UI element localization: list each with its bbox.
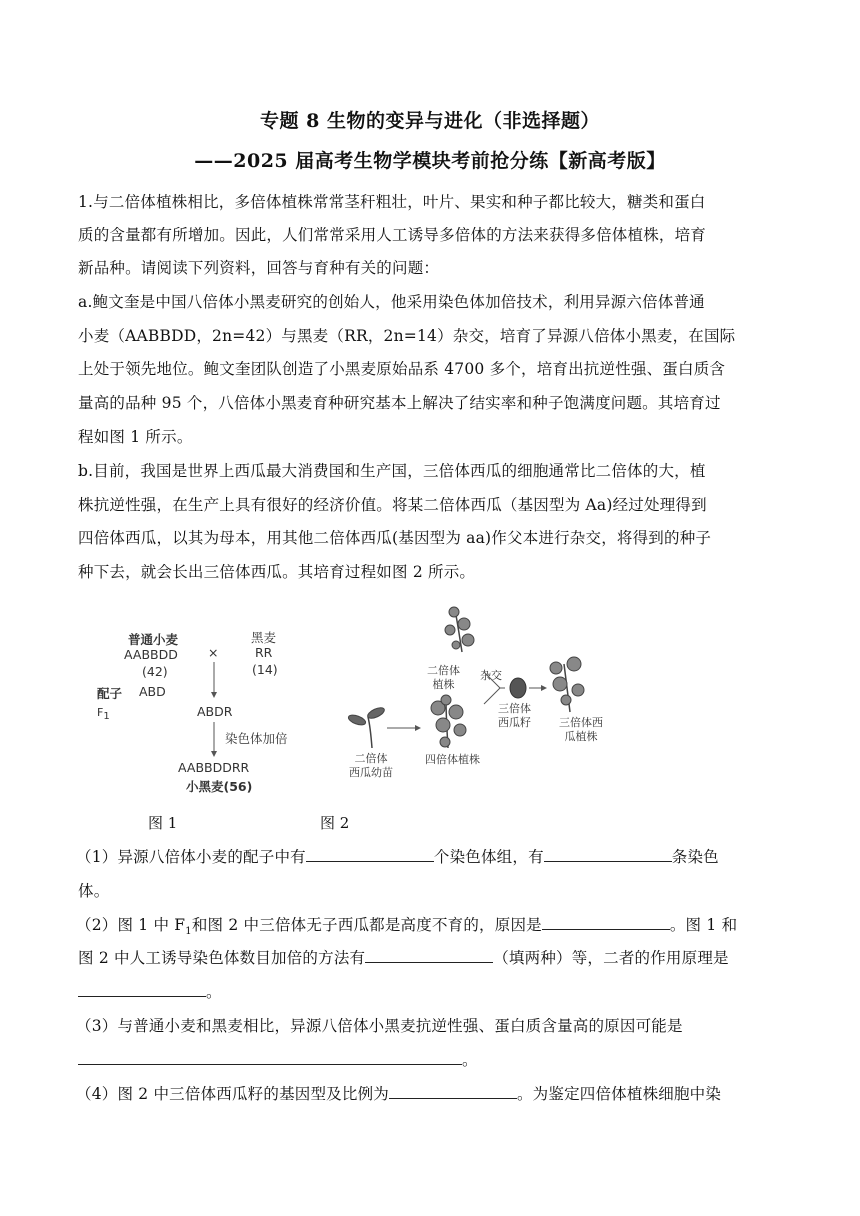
- result-genome: AABBDDRR: [178, 760, 250, 775]
- answer-blank-2b[interactable]: [365, 948, 493, 963]
- page-subtitle: ——2025 届高考生物学模块考前抢分练【新高考版】: [194, 150, 666, 172]
- material-b-line-4: 种下去，就会长出三倍体西瓜。其培育过程如图 2 所示。: [78, 563, 476, 581]
- answer-blank-1a[interactable]: [306, 847, 434, 862]
- answer-blank-4[interactable]: [389, 1084, 517, 1099]
- intro-line-3: 新品种。请阅读下列资料，回答与育种有关的问题：: [78, 259, 440, 277]
- diploid-plant-icon: [445, 607, 474, 652]
- page-title: 专题 8 生物的变异与进化（非选择题）: [260, 110, 600, 132]
- answer-blank-3[interactable]: [78, 1050, 462, 1065]
- rye-genome: RR: [255, 645, 273, 660]
- triploid-plant-label: 三倍体西 瓜植株: [559, 716, 603, 743]
- tetraploid-plant-icon: [431, 695, 466, 748]
- question-2-line-3: 。: [78, 980, 222, 1002]
- material-a-line-5: 程如图 1 所示。: [78, 428, 193, 446]
- seedling-icon: [347, 706, 386, 748]
- question-1: （1）异源八倍体小麦的配子中有 个染色体组，有 条染色: [76, 848, 719, 866]
- seed-icon: [510, 678, 526, 698]
- material-b-line-3: 四倍体西瓜，以其为母本，用其他二倍体西瓜(基因型为 aa)作父本进行杂交，将得到的种子: [78, 529, 712, 547]
- question-3-line-2: 。: [78, 1048, 478, 1070]
- material-a-line-3: 上处于领先地位。鲍文奎团队创造了小黑麦原始品系 4700 多个，培育出抗逆性强、蛋白质含: [78, 360, 726, 378]
- f1-label: F1: [97, 706, 110, 723]
- doubling-label: 染色体加倍: [225, 731, 288, 746]
- triploid-seed-label: 三倍体 西瓜籽: [498, 702, 531, 729]
- answer-blank-1b[interactable]: [544, 847, 672, 862]
- material-a-line-1: a.鲍文奎是中国八倍体小黑麦研究的创始人，他采用染色体加倍技术，利用异源六倍体普通: [78, 293, 705, 311]
- wheat-name: 普通小麦: [128, 632, 179, 647]
- intro-line-2: 质的含量都有所增加。因此，人们常常采用人工诱导多倍体的方法来获得多倍体植株，培育: [78, 226, 707, 244]
- rye-chromosome-count: (14): [252, 662, 278, 677]
- cross-label: 杂交: [480, 669, 502, 682]
- rye-name: 黑麦: [251, 630, 277, 645]
- result-name: 小黑麦(56): [186, 779, 253, 794]
- tetraploid-label: 四倍体植株: [425, 753, 480, 766]
- triploid-plant-icon: [550, 657, 584, 712]
- intro-line-1: 1.与二倍体植株相比，多倍体植株常常茎秆粗壮，叶片、果实和种子都比较大，糖类和蛋白: [78, 193, 706, 211]
- gamete-value: ABD: [139, 684, 166, 699]
- question-4: （4）图 2 中三倍体西瓜籽的基因型及比例为 。为鉴定四倍体植株细胞中染: [76, 1085, 722, 1103]
- question-2: （2）图 1 中 $F_1$和图 2 中三倍体无子西瓜都是高度不育的，原因是 。图 1 和: [76, 916, 738, 938]
- f1-value: ABDR: [197, 704, 233, 719]
- diploid-plant-label: 二倍体 植株: [427, 664, 460, 691]
- wheat-genome: AABBDD: [124, 647, 178, 662]
- material-b-line-2: 株抗逆性强，在生产上具有很好的经济价值。将某二倍体西瓜（基因型为 Aa)经过处理得到: [78, 496, 707, 514]
- material-b-line-1: b.目前，我国是世界上西瓜最大消费国和生产国，三倍体西瓜的细胞通常比二倍体的大，植: [78, 462, 706, 480]
- material-a-line-4: 量高的品种 95 个，八倍体小黑麦育种研究基本上解决了结实率和种子饱满度问题。其培育过: [78, 394, 721, 412]
- material-a-line-2: 小麦（AABBDD，2n=42）与黑麦（RR，2n=14）杂交，培育了异源八倍体小黑麦，在国际: [78, 327, 736, 345]
- cross-symbol: ×: [208, 645, 219, 660]
- answer-blank-2a[interactable]: [542, 915, 670, 930]
- seedling-label: 二倍体 西瓜幼苗: [349, 752, 393, 779]
- question-3: （3）与普通小麦和黑麦相比，异源八倍体小黑麦抗逆性强、蛋白质含量高的原因可能是: [76, 1017, 683, 1035]
- gamete-label: 配子: [97, 686, 123, 701]
- figure-2-caption: 图 2: [320, 814, 350, 832]
- question-1-cont: 体。: [78, 882, 110, 900]
- wheat-chromosome-count: (42): [142, 664, 168, 679]
- question-2-line-2: 图 2 中人工诱导染色体数目加倍的方法有 （填两种）等，二者的作用原理是: [78, 949, 729, 967]
- answer-blank-2c[interactable]: [78, 982, 206, 997]
- figure-1-caption: 图 1: [148, 814, 178, 832]
